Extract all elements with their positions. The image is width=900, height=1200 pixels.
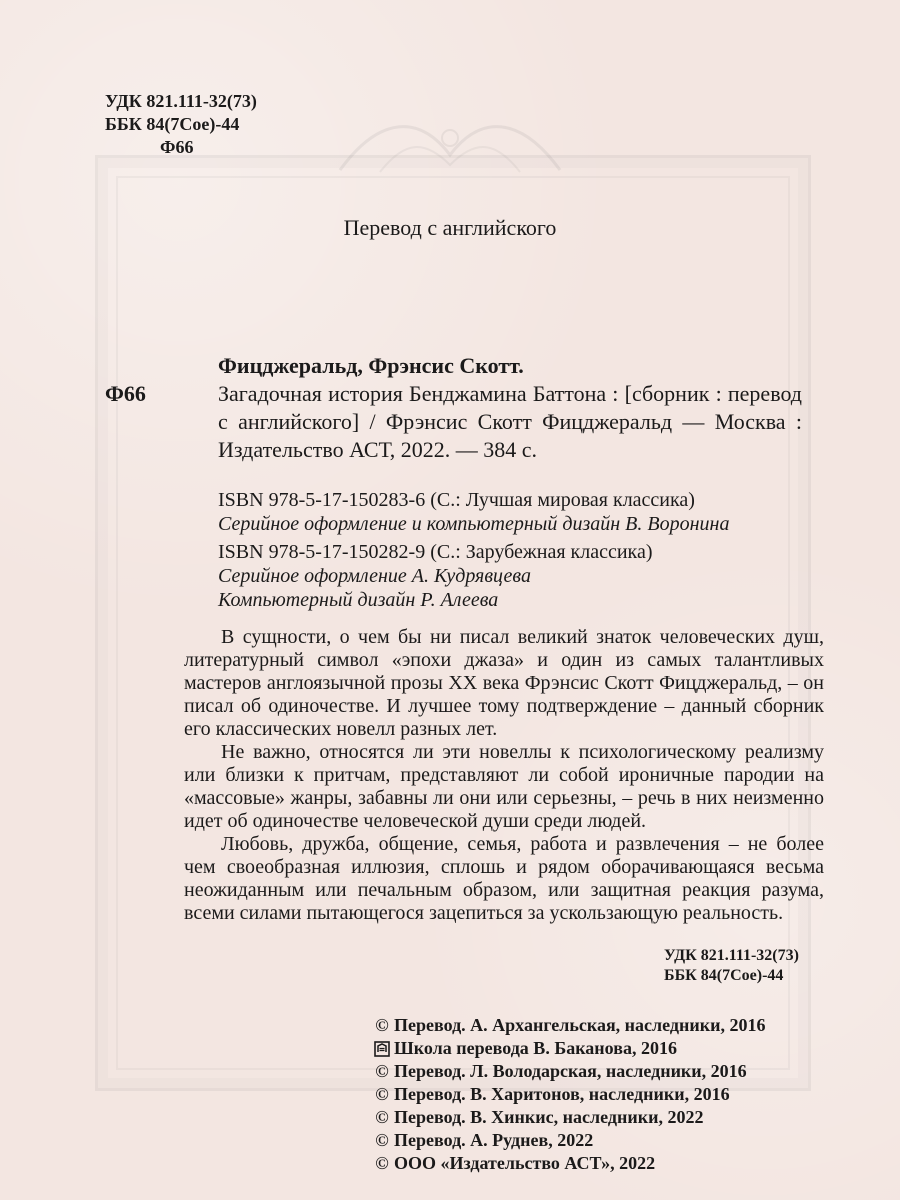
isbn-number: ISBN 978-5-17-150282-9 (С.: Зарубежная классика) [218, 541, 653, 563]
copyright-line [374, 1129, 766, 1152]
copyright-icon: © [375, 1015, 389, 1035]
copyright-text: Перевод. В. Хинкис, наследники, 2022 [394, 1107, 704, 1127]
copyright-line [374, 1060, 766, 1083]
bibliographic-record [218, 352, 802, 464]
copyright-icon: © [375, 1084, 389, 1104]
school-logo-icon [374, 1041, 390, 1057]
copyright-line [374, 1014, 766, 1037]
copyright-text: Перевод. А. Архангельская, наследники, 2016 [394, 1015, 766, 1035]
copyright-text: Перевод. В. Харитонов, наследники, 2016 [394, 1084, 730, 1104]
bibliographic-author-code: Ф66 [105, 381, 146, 406]
design-credit: Компьютерный дизайн Р. Алеева [218, 589, 499, 611]
bbk-code: ББК 84(7Сое)-44 [105, 114, 240, 134]
copyright-notices [374, 1014, 766, 1175]
bibliographic-description: Загадочная история Бенджамина Баттона : [сборник : перевод с английского] / Фрэнсис Скотт Фицджеральд — Москва : Издательство АСТ, 2022. — 384 с. [218, 381, 802, 462]
classification-footer [664, 946, 799, 986]
design-credit: Серийное оформление и компьютерный дизайн В. Воронина [218, 513, 730, 535]
translation-note: Перевод с английского [343, 215, 557, 240]
footer-udk-code: УДК 821.111-32(73) [664, 947, 799, 964]
copyright-text: Перевод. Л. Володарская, наследники, 2016 [394, 1061, 747, 1081]
classification-header [105, 90, 257, 159]
copyright-icon: © [375, 1153, 389, 1173]
copyright-text: Перевод. А. Руднев, 2022 [394, 1130, 594, 1150]
copyright-line [374, 1083, 766, 1106]
annotation-paragraph: Любовь, дружба, общение, семья, работа и развлечения – не более чем своеобразная иллюзия, сплошь и рядом оборачивающаяся весьма неожиданным или печальным образом, или защитная реакция разума, всеми силами пытающегося зацепиться за ускользающую реальность. [184, 833, 824, 924]
copyright-icon: © [375, 1107, 389, 1127]
design-credit: Серийное оформление А. Кудрявцева [218, 565, 531, 587]
copyright-icon: © [375, 1061, 389, 1081]
author-mark: Ф66 [160, 137, 194, 157]
annotation-paragraph: Не важно, относятся ли эти новеллы к психологическому реализму или близки к притчам, представляют ли собой ироничные пародии на «массовые» жанры, забавны ли они или серьезны, – речь в них неизменно идет об одиночестве человеческой души среди людей. [184, 741, 824, 832]
copyright-line [374, 1152, 766, 1175]
book-annotation [184, 626, 824, 925]
reverse-side-ornament-bleed [320, 100, 580, 190]
copyright-line [374, 1037, 766, 1060]
udk-code: УДК 821.111-32(73) [105, 91, 257, 111]
copyright-text: ООО «Издательство АСТ», 2022 [394, 1153, 656, 1173]
copyright-icon: © [375, 1130, 389, 1150]
isbn-number: ISBN 978-5-17-150283-6 (С.: Лучшая мировая классика) [218, 489, 695, 511]
isbn-section-1 [218, 488, 828, 536]
footer-bbk-code: ББК 84(7Сое)-44 [664, 967, 784, 984]
copyright-line [374, 1106, 766, 1129]
isbn-section-2 [218, 540, 828, 612]
copyright-text: Школа перевода В. Баканова, 2016 [394, 1038, 677, 1058]
annotation-paragraph: В сущности, о чем бы ни писал великий знаток человеческих душ, литературный символ «эпохи джаза» и один из самых талантливых мастеров англоязычной прозы XX века Фрэнсис Скотт Фицджеральд, – он писал об одиночестве. И лучшее тому подтверждение – данный сборник его классических новелл разных лет. [184, 626, 824, 740]
author-heading: Фицджеральд, Фрэнсис Скотт. [218, 353, 524, 378]
